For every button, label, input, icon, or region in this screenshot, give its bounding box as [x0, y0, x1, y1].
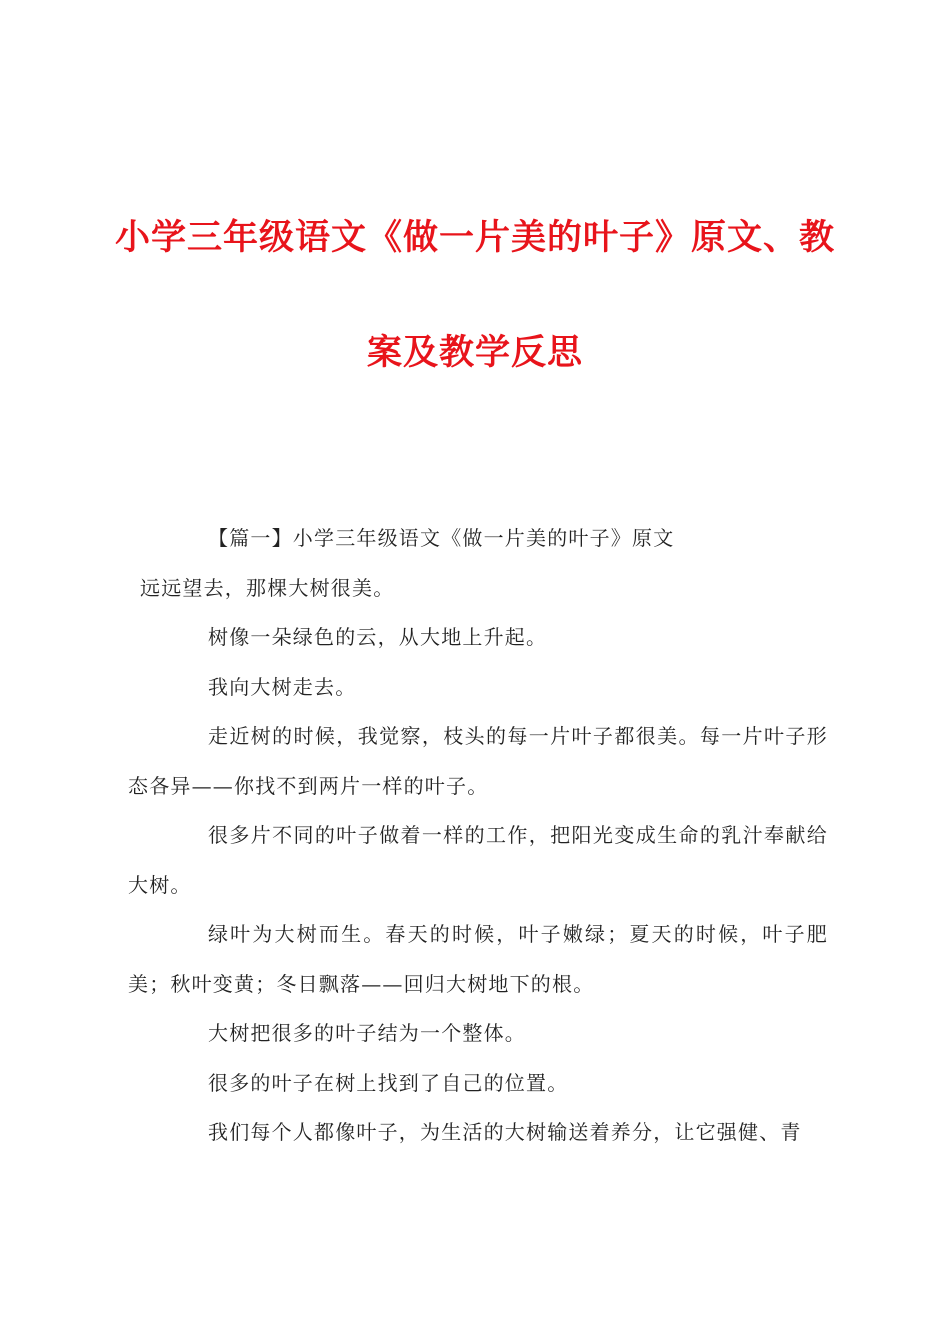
paragraph: 很多片不同的叶子做着一样的工作，把阳光变成生命的乳汁奉献给大树。 [128, 823, 828, 897]
paragraph: 我们每个人都像叶子，为生活的大树输送着养分，让它强健、青 [208, 1120, 802, 1144]
paragraph: 绿叶为大树而生。春天的时候，叶子嫩绿；夏天的时候，叶子肥美；秋叶变黄；冬日飘落——回归大树地下的根。 [128, 922, 828, 996]
paragraph: 远远望去，那棵大树很美。 [140, 575, 395, 600]
document-title-line-2: 案及教学反思 [366, 333, 583, 373]
paragraph: 很多的叶子在树上找到了自己的位置。 [208, 1070, 569, 1095]
paragraph: 走近树的时候，我觉察，枝头的每一片叶子都很美。每一片叶子形态各异——你找不到两片一样的叶子。 [128, 724, 828, 798]
document-title-line-1: 小学三年级语文《做一片美的叶子》原文、教 [114, 218, 835, 258]
document-body [128, 514, 828, 1158]
section-heading: 【篇一】小学三年级语文《做一片美的叶子》原文 [208, 526, 675, 550]
paragraph: 我向大树走去。 [208, 674, 357, 699]
paragraph: 大树把很多的叶子结为一个整体。 [208, 1021, 526, 1045]
paragraph: 树像一朵绿色的云，从大地上升起。 [208, 625, 548, 649]
